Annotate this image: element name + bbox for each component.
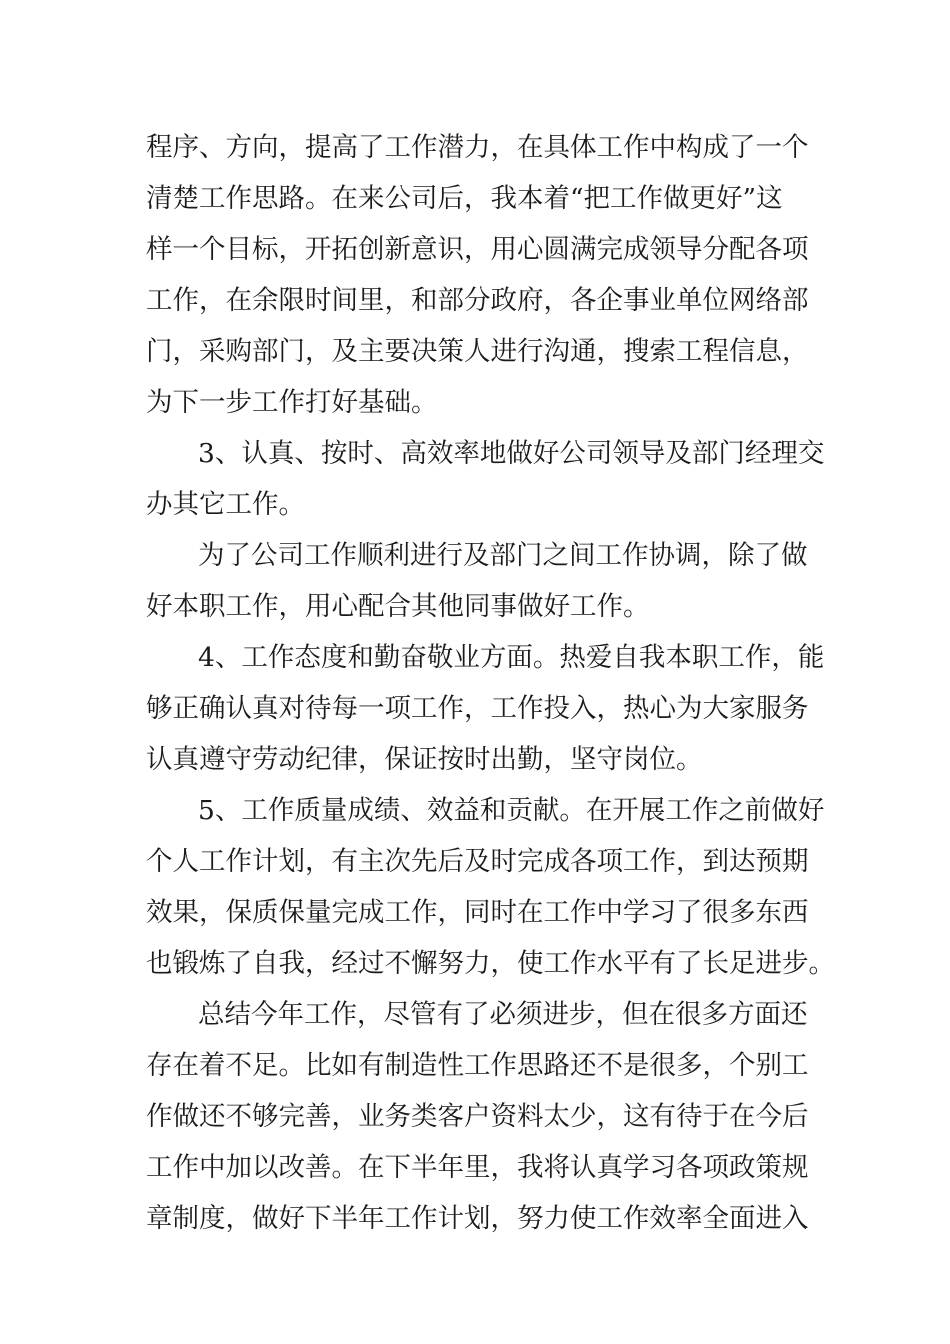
paragraph-start-line: 总结今年工作，尽管有了必须进步，但在很多方面还 (198, 999, 808, 1030)
text-line: 清楚工作思路。在来公司后，我本着“把工作做更好”这 (146, 183, 783, 214)
text-line: 样一个目标，开拓创新意识，用心圆满完成领导分配各项 (146, 234, 809, 265)
text-line: 工作，在余限时间里，和部分政府，各企事业单位网络部 (146, 285, 809, 316)
text-line: 工作中加以改善。在下半年里，我将认真学习各项政策规 (146, 1152, 809, 1183)
paragraph-start-line: 为了公司工作顺利进行及部门之间工作协调，除了做 (198, 540, 808, 571)
text-line: 也锻炼了自我，经过不懈努力，使工作水平有了长足进步。 (146, 948, 835, 979)
text-line: 认真遵守劳动纪律，保证按时出勤，坚守岗位。 (146, 744, 703, 775)
text-line: 办其它工作。 (146, 489, 305, 520)
text-line: 作做还不够完善，业务类客户资料太少，这有待于在今后 (146, 1101, 809, 1132)
text-line: 效果，保质保量完成工作，同时在工作中学习了很多东西 (146, 897, 809, 928)
paragraph-start-line: 4、工作态度和勤奋敬业方面。热爱自我本职工作，能 (198, 642, 825, 673)
paragraph-start-line: 3、认真、按时、高效率地做好公司领导及部门经理交 (198, 438, 825, 469)
text-line: 个人工作计划，有主次先后及时完成各项工作，到达预期 (146, 846, 809, 877)
text-line: 够正确认真对待每一项工作，工作投入，热心为大家服务 (146, 693, 809, 724)
text-line: 门，采购部门，及主要决策人进行沟通，搜索工程信息， (146, 336, 809, 367)
paragraph-start-line: 5、工作质量成绩、效益和贡献。在开展工作之前做好 (198, 795, 825, 826)
document-body (146, 122, 835, 1244)
text-line: 章制度，做好下半年工作计划，努力使工作效率全面进入 (146, 1203, 809, 1234)
text-line: 好本职工作，用心配合其他同事做好工作。 (146, 591, 650, 622)
text-line: 程序、方向，提高了工作潜力，在具体工作中构成了一个 (146, 132, 809, 163)
text-line: 为下一步工作打好基础。 (146, 387, 438, 418)
text-line: 存在着不足。比如有制造性工作思路还不是很多，个别工 (146, 1050, 809, 1081)
